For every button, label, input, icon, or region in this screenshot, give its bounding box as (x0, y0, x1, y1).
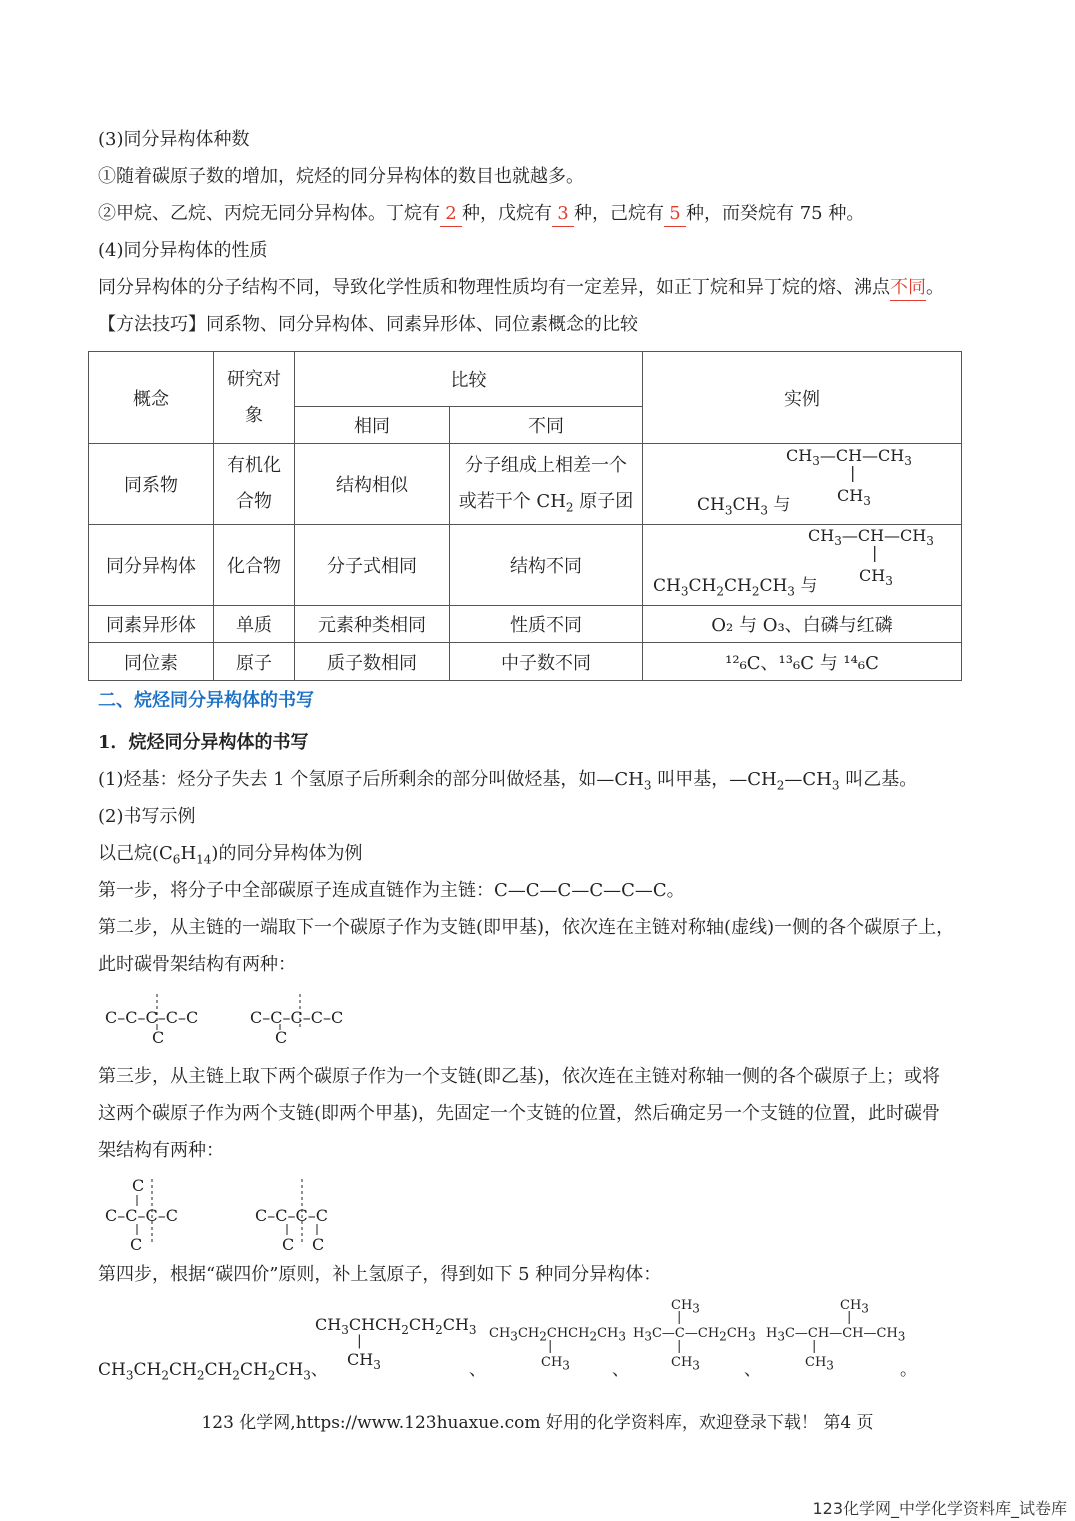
row-object: 有机化 合物 (214, 444, 295, 525)
row-same: 质子数相同 (295, 643, 450, 681)
separator: 、 (612, 1360, 629, 1380)
row-object: 单质 (214, 606, 295, 643)
header-diff: 不同 (450, 407, 643, 444)
methyl-branch: $CH_3$ (671, 1298, 700, 1316)
svg-text:C: C (282, 1235, 295, 1254)
separator: 、 (469, 1360, 486, 1380)
row-diff: 性质不同 (450, 606, 643, 643)
row-example: ¹²₆C、¹³₆C 与 ¹⁴₆C (643, 643, 962, 681)
row-same: 分子式相同 (295, 525, 450, 606)
methyl-branch: $CH_3$ (671, 1355, 700, 1373)
svg-text:C–C–C–C: C–C–C–C (255, 1206, 328, 1225)
section-2-title: 二、烷烃同分异构体的书写 (98, 690, 314, 711)
methyl-branch: $CH_3$ (805, 1355, 834, 1373)
isomer-2-methylpentane: $CH_3CHCH_2CH_2CH_3$ (315, 1315, 477, 1338)
subsection-1-title: 1．烷烃同分异构体的书写 (98, 732, 309, 753)
isobutane-structure: $CH_3—CH—CH_3$ (786, 446, 912, 469)
methyl-branch: $CH_3$ (837, 486, 871, 509)
header-same: 相同 (295, 407, 450, 444)
row-diff: 分子组成上相差一个 或若干个 $CH_2$ 原子团 (450, 444, 643, 525)
bond-vertical: | (847, 1310, 852, 1325)
svg-text:C: C (132, 1176, 145, 1195)
isomer-3-methylpentane: $CH_3CH_2CHCH_2CH_3$ (489, 1326, 627, 1344)
isomer-n-hexane: $CH_3CH_2CH_2CH_2CH_2CH_3$、 (98, 1360, 328, 1383)
paragraph-hexane: 以己烷$(C_6H_{14})$的同分异构体为例 (98, 843, 363, 867)
svg-text:C: C (275, 1028, 288, 1047)
svg-text:C–C–C–C–C: C–C–C–C–C (105, 1008, 199, 1027)
step-2-line-1: 第二步，从主链的一端取下一个碳原子作为支链(即甲基)，依次连在主链对称轴(虚线)一侧的各个碳原子上， (98, 917, 955, 938)
comparison-table (88, 351, 962, 681)
bond-vertical: | (850, 463, 856, 482)
step-3-skeletons (100, 1175, 370, 1255)
ethane-label: $CH_3CH_3$ 与 (697, 495, 791, 518)
section-3-title: (3)同分异构体种数 (98, 129, 250, 150)
answer-blank-hexane: 5 (664, 202, 686, 227)
methyl-branch: $CH_3$ (541, 1355, 570, 1373)
row-concept: 同素异形体 (89, 606, 214, 643)
watermark: 123化学网_中学化学资料库_试卷库 (812, 1499, 1067, 1518)
svg-text:C–C–C–C–C: C–C–C–C–C (250, 1008, 344, 1027)
header-example: 实例 (643, 352, 962, 444)
bond-vertical: | (677, 1310, 682, 1325)
end-period: 。 (900, 1360, 917, 1380)
answer-blank-butane: 2 (440, 202, 462, 227)
step-3-line-2: 这两个碳原子作为两个支链(即两个甲基)，先固定一个支链的位置，然后确定另一个支链的位置，此时碳骨 (98, 1103, 941, 1124)
bond-vertical: | (812, 1339, 817, 1354)
step-3-line-3: 架结构有两种： (98, 1140, 224, 1161)
answer-blank-pentane: 3 (552, 202, 574, 227)
section-4-title: (4)同分异构体的性质 (98, 240, 268, 261)
svg-text:C–C–C–C: C–C–C–C (105, 1206, 178, 1225)
paragraph-alkyl: (1)烃基：烃分子失去 1 个氢原子后所剩余的部分叫做烃基，如$—CH_3$ 叫甲基，$—CH_2—CH_3$ 叫乙基。 (98, 769, 918, 793)
answer-blank-boiling: 不同 (890, 276, 926, 301)
row-concept: 同系物 (89, 444, 214, 525)
bond-vertical: | (872, 543, 878, 562)
paragraph-example-title: (2)书写示例 (98, 806, 196, 827)
methyl-branch: $CH_3$ (859, 566, 893, 589)
methyl-branch: $CH_3$ (840, 1298, 869, 1316)
svg-text:C: C (312, 1235, 325, 1254)
bond-vertical: | (677, 1339, 682, 1354)
row-concept: 同分异构体 (89, 525, 214, 606)
step-2-line-2: 此时碳骨架结构有两种： (98, 954, 296, 975)
separator: 、 (744, 1360, 761, 1380)
method-tips-title: 【方法技巧】同系物、同分异构体、同素异形体、同位素概念的比较 (98, 314, 638, 335)
row-same: 结构相似 (295, 444, 450, 525)
step-2-skeletons (100, 990, 370, 1050)
butane-label: $CH_3CH_2CH_2CH_3$ 与 (653, 576, 818, 599)
methyl-branch: $CH_3$ (347, 1350, 381, 1373)
page-footer: 123 化学网,https://www.123huaxue.com 好用的化学资料库，欢迎登录下载！ 第4 页 (201, 1413, 874, 1433)
header-object: 研究对 象 (214, 352, 295, 444)
section-3-line-2: ②甲烷、乙烷、丙烷无同分异构体。丁烷有 2 种，戊烷有 3 种，己烷有 5 种，而癸烷有 75 种。 (98, 202, 864, 227)
section-4-line-1: 同分异构体的分子结构不同，导致化学性质和物理性质均有一定差异，如正丁烷和异丁烷的熔、沸点不同。 (98, 276, 944, 301)
header-concept: 概念 (89, 352, 214, 444)
row-diff: 结构不同 (450, 525, 643, 606)
row-object: 化合物 (214, 525, 295, 606)
isobutane-structure: $CH_3—CH—CH_3$ (808, 526, 934, 549)
section-3-line-1: ①随着碳原子数的增加，烷烃的同分异构体的数目也就越多。 (98, 166, 584, 187)
step-1: 第一步，将分子中全部碳原子连成直链作为主链：C—C—C—C—C—C。 (98, 880, 685, 901)
isomer-2-3-dimethylbutane: $H_3C—CH—CH—CH_3$ (766, 1326, 906, 1344)
step-4: 第四步，根据“碳四价”原则，补上氢原子，得到如下 5 种同分异构体： (98, 1264, 662, 1285)
svg-text:C: C (130, 1235, 143, 1254)
step-3-line-1: 第三步，从主链上取下两个碳原子作为一个支链(即乙基)，依次连在主链对称轴一侧的各个碳原子上；或将 (98, 1066, 941, 1087)
row-concept: 同位素 (89, 643, 214, 681)
svg-text:C: C (152, 1028, 165, 1047)
row-example: O₂ 与 O₃、白磷与红磷 (643, 606, 962, 643)
isomer-2-2-dimethylbutane: $H_3C—C—CH_2CH_3$ (633, 1326, 756, 1344)
bond-vertical: | (548, 1339, 553, 1354)
row-diff: 中子数不同 (450, 643, 643, 681)
row-object: 原子 (214, 643, 295, 681)
header-compare: 比较 (295, 352, 643, 407)
row-same: 元素种类相同 (295, 606, 450, 643)
bond-vertical: | (357, 1333, 362, 1349)
